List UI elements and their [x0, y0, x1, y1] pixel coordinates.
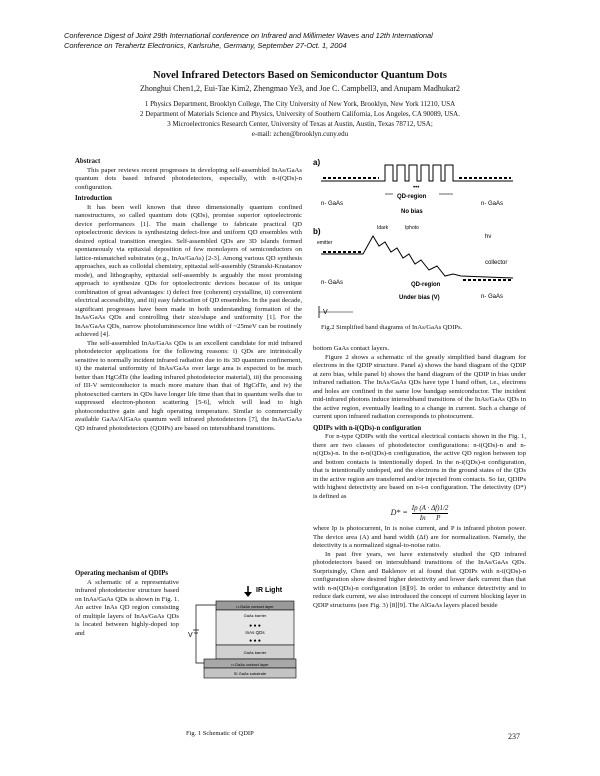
layer-barrier-label: GaAs barrier: [243, 613, 267, 618]
figure-2: [313, 156, 529, 334]
no-bias-label: No bias: [401, 209, 423, 215]
n-gaas-b-right: n- GaAs: [481, 294, 504, 300]
right-column: [313, 345, 526, 610]
photo-energy-label: hν: [485, 234, 492, 240]
qd-dots-2: ● ● ●: [249, 638, 261, 644]
iphoto-label: Iphoto: [405, 225, 419, 231]
formula-fraction: [412, 504, 449, 522]
figure-1-caption: Fig. 1 Schematic of QDIP: [186, 730, 254, 737]
right-paragraph-2: For n-type QDIPs with the vertical electrical contacts shown in the Fig. 1, there are two classes of photodetector configurations: n-i(QDs)-n and n-n(QDs)-n. In the n-n(QDs)-n configuration, the active QD region between top and bottom contacts is intentionally doped. In the n-i(QDs)-n configuration, that is intentionally undoped, and the electrons in the ground states of the QDs in the active region are transferred and/or injected from contacts. So far, QDIPs with highest detectivity are based on n-i-n configuration. The detectivity (D*) is defined as: [313, 433, 526, 500]
voltage-label: V: [188, 632, 193, 639]
left-column: [75, 155, 302, 433]
dots-a: •••: [413, 185, 420, 191]
abstract-text: This paper reviews recent progresses in developing self-assembled InAs/GaAs quantum dots based infrared photodetectors, especially, with n-i(QDs)-n configuration.: [75, 166, 302, 191]
panel-b-label: b): [313, 227, 321, 236]
layer-qd-label: InAs QDs: [245, 630, 265, 635]
circuit-wire: [196, 605, 216, 663]
under-bias-label: Under bias (V): [399, 295, 440, 301]
formula-numerator: Ip (A · Δf)1/2: [411, 504, 449, 512]
figure-2-diagram: [313, 156, 529, 326]
n-gaas-b-left: n- GaAs: [321, 280, 344, 286]
paper-title: Novel Infrared Detectors Based on Semiconductor Quantum Dots: [153, 70, 447, 81]
intro-heading: Introduction: [75, 195, 112, 202]
formula-denominator: In P: [412, 513, 449, 523]
idark-label: Idark: [377, 225, 389, 231]
author-list: Zhonghui Chen1,2, Eui-Tae Kim2, Zhengmao Ye3, and Joe C. Campbell3, and Anupam Madhukar2: [139, 84, 461, 93]
formula-lhs: D* =: [390, 507, 408, 517]
n-gaas-a-right: n- GaAs: [481, 201, 504, 207]
panel-a-label: a): [313, 158, 321, 167]
figure-2-caption: Fig.2 Simplified band diagrams of InAs/GaAs QDIPs.: [321, 324, 463, 331]
intro-paragraph-1: It has been well known that three dimensionally quantum confined nanostructures, so called quantum dots (QDs), promise superior optoelectronic device performances [1]. The main challenge to fabricate practical QD optoelectronic devices is synthesizing defect-free and uniform QD ensembles with desired optical transition energies. Self-assembled QDs are 3D islands formed spontaneously via epitaxial deposition of few monolayers of semiconductors on lattice-mismatched substrates (e.g., InAs/GaAs) [2-3]. Among various QD synthesis approaches, such as colloidal chemistry, epitaxial self-assembly (Stranski-Krastanov mode), and lithography, epitaxial self-assembly is arguably the most promising approach to synthesize QDs for optoelectronic devices because of its unique combination of great advantages: i) defect free (coherent) crystalline, ii) convenient electrical accessibility, and iii) easy fabrication of QD ensembles. In the past decade, significant progresses have been made in both understanding formation of the InAs/GaAs QDs and controlling their size/shape and uniformity [1]. For the InAs/GaAs QDs, narrow photoluminescence line width of ~25meV can be routinely achieved [4].: [75, 203, 302, 338]
header-line-1: Conference Digest of Joint 29th International conference on Infrared and Millimeter Waves and 12th International: [64, 31, 433, 40]
band-b-conduction: [321, 236, 513, 278]
detectivity-formula: [313, 504, 526, 522]
page-number: 237: [508, 732, 520, 741]
emitter-label: emitter: [317, 240, 333, 246]
affiliation-3: 3 Microelectronics Research Center, University of Texas at Austin, Austin, Texas 78712, USA;: [167, 120, 433, 128]
conference-header: [64, 31, 544, 51]
abstract-heading: Abstract: [75, 158, 101, 165]
right-paragraph-4: In past five years, we have extensively studied the QD infrared photodetectors based on intersubband transitions of the InAs/GaAs QDs. Surprisingly, Chen and Baklenov et al found that QDIPs with n-i(QDs)-n configuration show desired higher detectivity and lower dark current than that with n-n(QDs)-n configuration [8][9]. In order to enhance detectivity and to reduce dark current, we also introduced the concept of current blocking layer in QDIP structures (see Fig. 3) [8][9]. The AlGaAs layers placed beside: [313, 550, 526, 609]
right-paragraph-0: bottom GaAs contact layers.: [313, 345, 390, 352]
intro-paragraph-2: The self-assembled InAs/GaAs QDs is an excellent candidate for mid infrared photodetector applications for the following reasons: i) QDs are intrinsically sensitive to normally incident infrared radiation due to its 3D quantum confinement, ii) the material uniformity of InAs/GaAs over large area is expected to be much better than HgCdTe (the leading infrared photodetector material), iii) the processing of III-V semiconductor is much more mature than that of HgCdTe, and iv) the photoexcited carriers in QDs have longer life time than that in quantum wells due to suppressed electron-phonon scattering [5-6], which will lead to high photoconductive gain and high operating temperature. Similar to commercially available GaAs/AlGaAs quantum well infrared photodetectors [7], the InAs/GaAs QD infrared photodetectors (QDIPs) are based on intersubband transitions.: [75, 339, 302, 432]
email: e-mail: zchen@brooklyn.cuny.edu: [251, 130, 349, 138]
v-label-b: V: [323, 309, 328, 316]
right-paragraph-1: Figure 2 shows a schematic of the greatly simplified band diagram for electrons in the QDIP structure. Panel a) shows the band diagram of the QDIP at zero bias, while panel b) shows the band diagram of the QDIP in bias under infrared radiation. The InAs/GaAs QDs have type I band offset, i.e., electrons and holes are confined in the same low bandgap semiconductor. The incident mid-infrared photons induce intersubband transitions of the InAs/GaAs QDs in the active region, eventually leading to a change in current. Such a change of current upon infrared radiation corresponds to photocurrent.: [313, 353, 526, 420]
config-heading: QDIPs with n-i(QDs)-n configuration: [313, 424, 422, 432]
mechanism-section: [75, 567, 179, 638]
layer-barrier-bottom-label: GaAs barrier: [243, 650, 267, 655]
n-gaas-a-left: n- GaAs: [321, 201, 344, 207]
collector-label: collector: [485, 260, 508, 266]
figure-1: [182, 584, 306, 746]
layer-substrate-label: SI GaAs substrate: [233, 671, 267, 676]
affiliation-2: 2 Department of Materials Science and Physics, University of Southern California, Los Angeles, CA 90089, USA.: [139, 110, 460, 118]
mechanism-heading: Operating mechanism of QDIPs: [75, 570, 169, 577]
right-paragraph-3: where Ip is photocurrent, In is noise current, and P is infrared photon power. The device area (A) and band width (Δf) are for normalization. Namely, the detectivity is a normalized signal-to-noise ratio.: [313, 525, 526, 549]
figure-1-diagram: [182, 584, 306, 736]
mechanism-text: A schematic of a representative infrared photodetector structure based on InAs/GaAs QDs is shown in Fig. 1. An active InAs QD region consisting of multiple layers of InAs/GaAs QDs is located between highly-doped top and: [75, 578, 179, 637]
layer-top-contact-label: n-GaAs contact layer: [236, 604, 274, 609]
ir-light-label: IR Light: [256, 587, 283, 594]
layer-bottom-contact-label: n-GaAs contact layer: [231, 662, 269, 667]
header-line-2: Conference on Terahertz Electronics, Karlsruhe, Germany, September 27-Oct. 1, 2004: [64, 41, 347, 50]
qd-region-a-label: QD-region: [397, 194, 427, 200]
qd-dots-1: ● ● ●: [249, 623, 261, 629]
ir-arrow-head: [244, 592, 252, 597]
qd-region-b-label: QD-region: [411, 282, 441, 288]
affiliation-1: 1 Physics Department, Brooklyn College, The City University of New York, Brooklyn, New York 11210, USA: [144, 100, 456, 108]
